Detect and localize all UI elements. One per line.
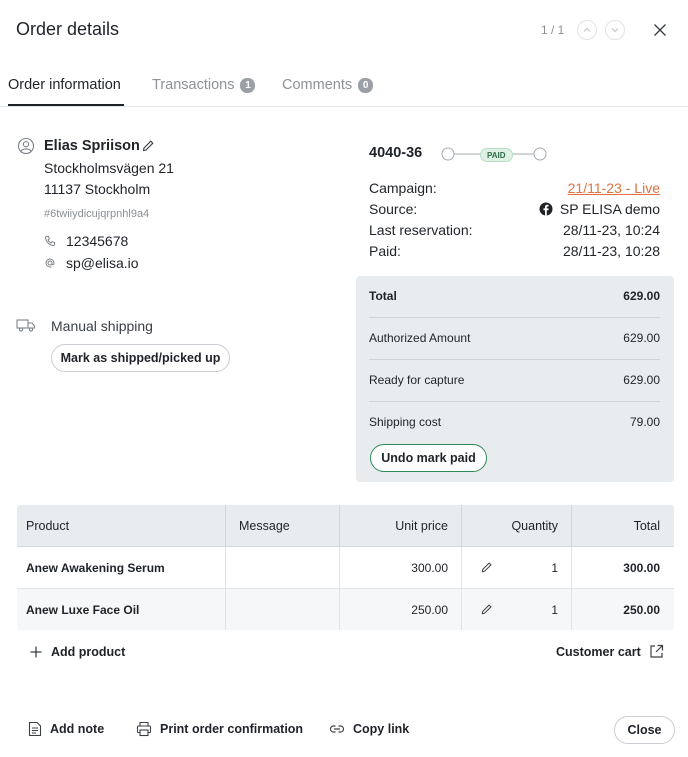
cell-message xyxy=(226,547,340,589)
chevron-down-icon xyxy=(610,25,620,35)
chevron-up-icon xyxy=(582,25,592,35)
products-table xyxy=(16,504,675,631)
edit-quantity-button[interactable] xyxy=(480,603,493,616)
cell-unit-price: 300.00 xyxy=(340,547,462,589)
print-confirmation-button[interactable] xyxy=(136,721,303,737)
facebook-icon xyxy=(539,202,553,216)
campaign-label: Campaign: xyxy=(369,180,437,196)
truck-icon xyxy=(16,318,36,333)
close-icon xyxy=(651,21,669,39)
print-label: Print order confirmation xyxy=(160,722,304,736)
cell-total: 250.00 xyxy=(572,589,675,631)
tab-count-badge: 0 xyxy=(358,78,373,93)
printer-icon xyxy=(136,721,152,737)
cell-quantity xyxy=(462,589,572,631)
user-circle-icon xyxy=(17,137,35,155)
cell-product: Anew Awakening Serum xyxy=(17,547,226,589)
last-reservation-label: Last reservation: xyxy=(369,222,473,238)
ready-value: 629.00 xyxy=(623,373,660,387)
shipping-method: Manual shipping xyxy=(51,318,153,334)
quantity-value: 1 xyxy=(551,602,558,617)
table-header-row xyxy=(17,505,675,547)
customer-phone xyxy=(44,233,128,249)
col-message: Message xyxy=(226,505,340,547)
col-unit-price: Unit price xyxy=(340,505,462,547)
email-value: sp@elisa.io xyxy=(66,255,139,271)
tab-label: Comments xyxy=(282,77,353,93)
source-text: SP ELISA demo xyxy=(559,201,660,217)
tabs-divider xyxy=(0,106,688,107)
at-icon xyxy=(44,257,56,269)
ready-label: Ready for capture xyxy=(369,373,465,387)
customer-id: #6twiiydicujqrpnhl9a4 xyxy=(44,208,150,220)
customer-email xyxy=(44,255,139,271)
total-row xyxy=(369,289,660,303)
note-icon xyxy=(28,721,42,737)
source-value xyxy=(539,201,660,217)
authorized-label: Authorized Amount xyxy=(369,331,471,345)
divider xyxy=(369,359,660,360)
undo-mark-paid-button[interactable]: Undo mark paid xyxy=(370,444,487,472)
status-badge: PAID xyxy=(480,148,513,162)
authorized-value: 629.00 xyxy=(623,331,660,345)
tab-order-information[interactable] xyxy=(8,77,121,93)
cell-total: 300.00 xyxy=(572,547,675,589)
cell-message xyxy=(226,589,340,631)
pager-count: 1 / 1 xyxy=(541,23,565,37)
pencil-icon xyxy=(480,561,493,574)
divider xyxy=(369,401,660,402)
next-order-button[interactable] xyxy=(605,20,625,40)
campaign-link[interactable]: 21/11-23 - Live xyxy=(567,180,660,196)
divider xyxy=(369,317,660,318)
add-product-button[interactable] xyxy=(29,645,125,659)
edit-quantity-button[interactable] xyxy=(480,561,493,574)
cell-unit-price: 250.00 xyxy=(340,589,462,631)
source-label: Source: xyxy=(369,201,418,217)
tab-label: Transactions xyxy=(152,77,235,93)
pencil-icon xyxy=(141,139,155,153)
cell-quantity xyxy=(462,547,572,589)
pencil-icon xyxy=(480,603,493,616)
add-note-button[interactable] xyxy=(28,721,104,737)
phone-value: 12345678 xyxy=(66,233,129,249)
add-note-label: Add note xyxy=(50,722,105,736)
col-quantity: Quantity xyxy=(462,505,572,547)
customer-cart-label: Customer cart xyxy=(556,644,641,659)
plus-icon xyxy=(29,645,43,659)
last-reservation-value: 28/11-23, 10:24 xyxy=(562,222,660,238)
table-row xyxy=(17,547,675,589)
tab-comments[interactable] xyxy=(282,77,373,93)
table-row xyxy=(17,589,675,631)
customer-street: Stockholmsvägen 21 xyxy=(44,160,174,176)
phone-icon xyxy=(44,235,56,247)
customer-city: 11137 Stockholm xyxy=(44,181,151,197)
shipping-cost-value: 79.00 xyxy=(629,415,660,429)
paid-label: Paid: xyxy=(369,243,401,259)
col-product: Product xyxy=(17,505,226,547)
close-dialog-button[interactable] xyxy=(651,21,669,39)
quantity-value: 1 xyxy=(551,560,558,575)
edit-customer-button[interactable] xyxy=(141,139,155,153)
page-title: Order details xyxy=(16,19,120,39)
tab-count-badge: 1 xyxy=(240,78,255,93)
active-tab-indicator xyxy=(8,104,124,106)
customer-name: Elias Spriison xyxy=(44,138,140,154)
shipping-cost-label: Shipping cost xyxy=(369,415,442,429)
link-icon xyxy=(329,721,345,737)
paid-value: 28/11-23, 10:28 xyxy=(562,243,660,259)
prev-order-button[interactable] xyxy=(577,20,597,40)
col-total: Total xyxy=(572,505,675,547)
shipping-cost-row xyxy=(369,415,660,429)
total-label: Total xyxy=(369,289,397,303)
copy-link-button[interactable] xyxy=(329,721,409,737)
add-product-label: Add product xyxy=(51,645,126,659)
copy-link-label: Copy link xyxy=(353,722,410,736)
tab-transactions[interactable] xyxy=(152,77,255,93)
order-number: 4040-36 xyxy=(369,145,423,161)
authorized-row xyxy=(369,331,660,345)
customer-cart-link[interactable] xyxy=(556,644,664,659)
tab-label: Order information xyxy=(8,77,121,93)
total-value: 629.00 xyxy=(623,289,660,303)
mark-shipped-button[interactable]: Mark as shipped/picked up xyxy=(51,344,230,372)
close-button[interactable]: Close xyxy=(614,716,675,744)
external-link-icon xyxy=(649,644,664,659)
ready-row xyxy=(369,373,660,387)
cell-product: Anew Luxe Face Oil xyxy=(17,589,226,631)
